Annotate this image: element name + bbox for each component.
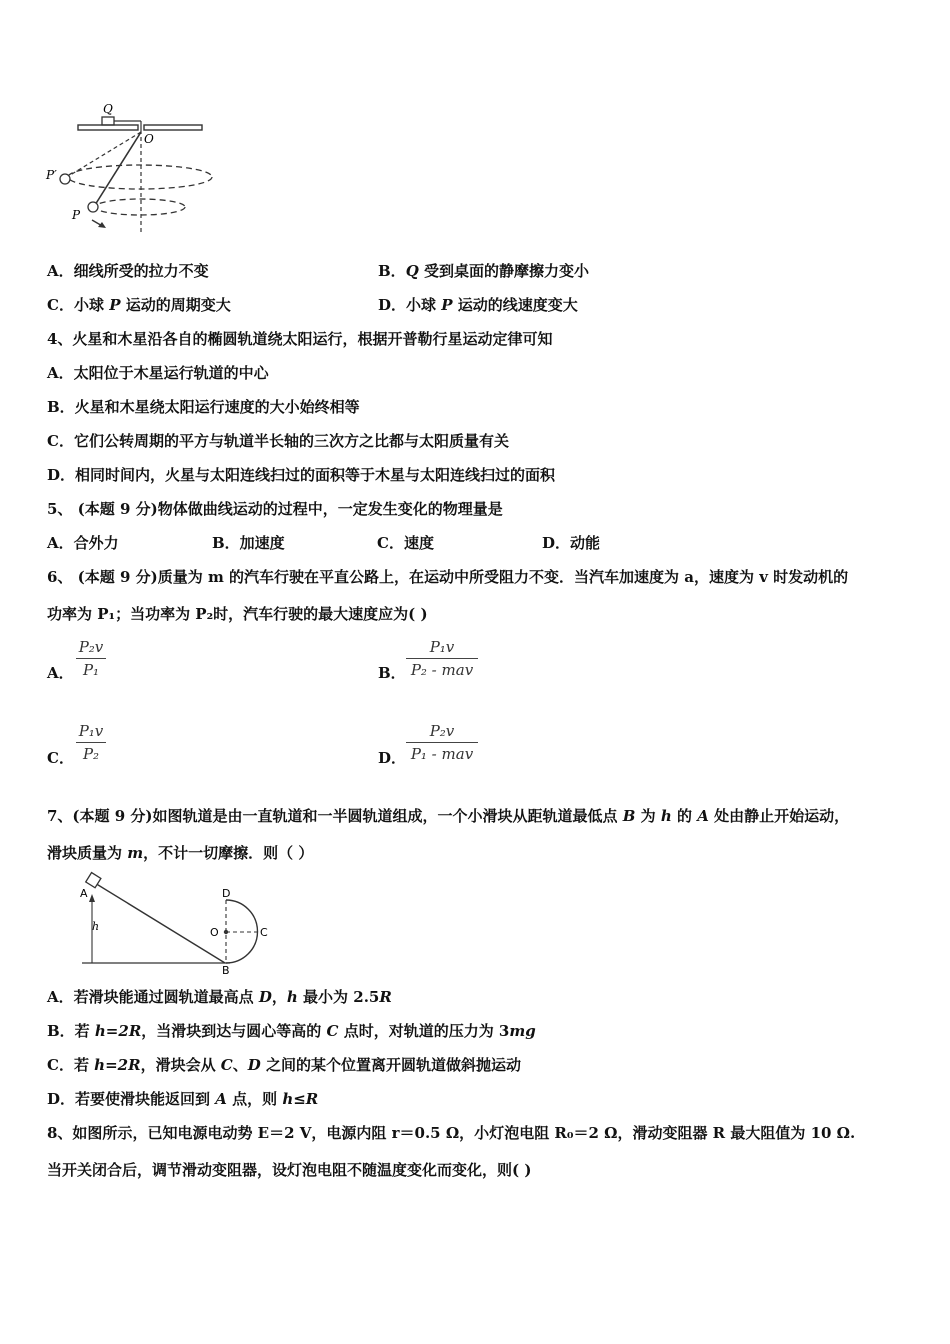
q7-stem2-var-m: m bbox=[127, 844, 144, 862]
q4-option-c: C．它们公转周期的平方与轨道半长轴的三次方之比都与太阳质量有关 bbox=[47, 432, 509, 450]
q6-stem-line1: 6、 (本题 9 分)质量为 m 的汽车行驶在平直公路上，在运动中所受阻力不变．当汽车加速度为 a，速度为 v 时发动机的 bbox=[47, 568, 849, 586]
q3-option-b-var: Q bbox=[405, 262, 419, 280]
q7-a-mid: ， bbox=[271, 988, 287, 1006]
q3-option-d bbox=[378, 295, 578, 315]
q7-stem2-part-a: 滑块质量为 bbox=[47, 844, 128, 862]
q7-b-expr: h=2R bbox=[94, 1022, 142, 1040]
q5-option-d: D．动能 bbox=[542, 534, 601, 552]
q7-d-var-a: A bbox=[215, 1090, 227, 1108]
q7-d-expr: h≤R bbox=[282, 1090, 319, 1108]
q5-option-a: A．合外力 bbox=[47, 534, 119, 552]
q7-d-pre: D．若要使滑块能返回到 bbox=[47, 1090, 216, 1108]
q7-c-sep: 、 bbox=[232, 1056, 248, 1074]
q7-c-var-c: C bbox=[220, 1056, 233, 1074]
q7-stem1-part-e: 的 bbox=[671, 807, 698, 825]
label-q: Q bbox=[103, 102, 113, 116]
q3-option-b bbox=[378, 261, 589, 281]
q7-b-mid: ，当滑块到达与圆心等高的 bbox=[141, 1022, 327, 1040]
q3-option-b-text: 受到桌面的静摩擦力变小 bbox=[424, 262, 590, 280]
label-c: C bbox=[260, 926, 268, 939]
q4-option-a: A．太阳位于木星运行轨道的中心 bbox=[47, 364, 269, 382]
q7-c-post: 之间的某个位置离开圆轨道做斜抛运动 bbox=[260, 1056, 522, 1074]
conical-pendulum-figure bbox=[40, 95, 230, 240]
q6-option-b-fraction bbox=[406, 638, 478, 679]
q6-option-d-fraction bbox=[406, 722, 478, 763]
block-q bbox=[102, 117, 114, 125]
q6-c-denominator: P₂ bbox=[82, 745, 100, 763]
q7-stem2-part-c: ，不计一切摩擦．则（ ） bbox=[143, 844, 314, 862]
q3-option-d-text: 运动的线速度变大 bbox=[457, 296, 578, 314]
q3-option-c-prefix: C．小球 bbox=[47, 296, 104, 314]
track-figure bbox=[70, 870, 275, 975]
q7-a-pre: A．若滑块能通过圆轨道最高点 bbox=[47, 988, 259, 1006]
q3-option-d-prefix: D．小球 bbox=[378, 296, 437, 314]
q6-option-c-fraction bbox=[76, 722, 106, 763]
q6-b-denominator: P₂ - mav bbox=[410, 661, 474, 679]
label-a: A bbox=[80, 887, 88, 900]
q7-stem1-var-h: h bbox=[660, 807, 672, 825]
q7-stem1-part-g: 处由静止开始运动， bbox=[708, 807, 850, 825]
q7-stem1-part-c: 为 bbox=[635, 807, 661, 825]
q6-option-a-fraction bbox=[76, 638, 106, 679]
q6-b-numerator: P₁v bbox=[429, 638, 455, 656]
center-o bbox=[224, 930, 228, 934]
q7-a-var-r: R bbox=[379, 988, 392, 1006]
q4-stem: 4、火星和木星沿各自的椭圆轨道绕太阳运行，根据开普勒行星运动定律可知 bbox=[47, 330, 553, 348]
q5-option-c: C．速度 bbox=[377, 534, 434, 552]
q7-d-mid: 点，则 bbox=[226, 1090, 283, 1108]
q6-a-numerator: P₂v bbox=[78, 638, 104, 656]
q3-option-b-prefix: B． bbox=[378, 262, 406, 280]
table-right bbox=[144, 125, 202, 130]
q7-option-a bbox=[47, 987, 392, 1007]
q7-b-pre: B．若 bbox=[47, 1022, 95, 1040]
q6-c-numerator: P₁v bbox=[78, 722, 104, 740]
q8-stem-line2: 当开关闭合后，调节滑动变阻器，设灯泡电阻不随温度变化而变化，则( ) bbox=[47, 1161, 532, 1179]
q5-option-b: B．加速度 bbox=[212, 534, 285, 552]
table-left bbox=[78, 125, 138, 130]
label-d: D bbox=[222, 887, 231, 900]
string-p bbox=[95, 132, 141, 205]
q7-option-d bbox=[47, 1089, 318, 1109]
ball-p-prime bbox=[60, 174, 70, 184]
orbit-upper bbox=[68, 165, 212, 189]
q3-option-c-var: P bbox=[109, 296, 121, 314]
q7-b-var-c: C bbox=[326, 1022, 339, 1040]
orbit-lower bbox=[95, 199, 185, 215]
q7-a-var-h: h bbox=[286, 988, 298, 1006]
label-o: O bbox=[144, 132, 154, 146]
q6-option-d-label: D． bbox=[378, 749, 407, 767]
q7-c-var-d: D bbox=[247, 1056, 261, 1074]
q4-option-d: D．相同时间内，火星与太阳连线扫过的面积等于木星与太阳连线扫过的面积 bbox=[47, 466, 556, 484]
q7-a-var-d: D bbox=[258, 988, 272, 1006]
q8-stem-line1: 8、如图所示，已知电源电动势 E＝2 V，电源内阻 r＝0.5 Ω，小灯泡电阻 R₀＝2 Ω，滑动变阻器 R 最大阻值为 10 Ω. bbox=[47, 1124, 856, 1142]
q7-stem1-var-b: B bbox=[622, 807, 636, 825]
q7-option-c bbox=[47, 1055, 521, 1075]
q6-stem-line2: 功率为 P₁；当功率为 P₂时，汽车行驶的最大速度应为( ) bbox=[47, 605, 428, 623]
label-h: h bbox=[92, 920, 100, 933]
q6-d-numerator: P₂v bbox=[429, 722, 455, 740]
q7-stem1-var-a: A bbox=[697, 807, 709, 825]
label-p: P bbox=[72, 208, 81, 222]
incline bbox=[90, 880, 225, 963]
q7-stem-line1 bbox=[47, 806, 849, 826]
q3-option-a bbox=[47, 261, 209, 281]
q7-b-post: 点时，对轨道的压力为 3 bbox=[338, 1022, 510, 1040]
q3-option-d-var: P bbox=[441, 296, 453, 314]
q4-option-b: B．火星和木星绕太阳运行速度的大小始终相等 bbox=[47, 398, 360, 416]
string-p-prime bbox=[67, 132, 141, 177]
ball-p bbox=[88, 202, 98, 212]
q3-option-c bbox=[47, 295, 231, 315]
q7-c-mid: ，滑块会从 bbox=[140, 1056, 221, 1074]
q7-c-expr: h=2R bbox=[94, 1056, 141, 1074]
q3-option-a-text: A．细线所受的拉力不变 bbox=[47, 262, 209, 280]
q7-c-pre: C．若 bbox=[47, 1056, 95, 1074]
label-o: O bbox=[210, 926, 219, 939]
q6-option-a-label: A． bbox=[47, 664, 74, 682]
q7-option-b bbox=[47, 1021, 536, 1041]
q7-stem-line2 bbox=[47, 843, 313, 863]
label-b: B bbox=[222, 964, 230, 975]
q3-option-c-text: 运动的周期变大 bbox=[125, 296, 231, 314]
q7-b-var-mg: mg bbox=[509, 1022, 536, 1040]
q5-stem: 5、 (本题 9 分)物体做曲线运动的过程中，一定发生变化的物理量是 bbox=[47, 500, 503, 518]
q6-a-denominator: P₁ bbox=[82, 661, 100, 679]
q6-option-c-label: C． bbox=[47, 749, 74, 767]
q7-a-post: 最小为 2.5 bbox=[297, 988, 380, 1006]
label-p-prime: P′ bbox=[46, 168, 57, 182]
q7-stem1-part-a: 7、(本题 9 分)如图轨道是由一直轨道和一半圆轨道组成，一个小滑块从距轨道最低点 bbox=[47, 807, 623, 825]
q6-option-b-label: B． bbox=[378, 664, 406, 682]
q6-d-denominator: P₁ - mav bbox=[410, 745, 474, 763]
